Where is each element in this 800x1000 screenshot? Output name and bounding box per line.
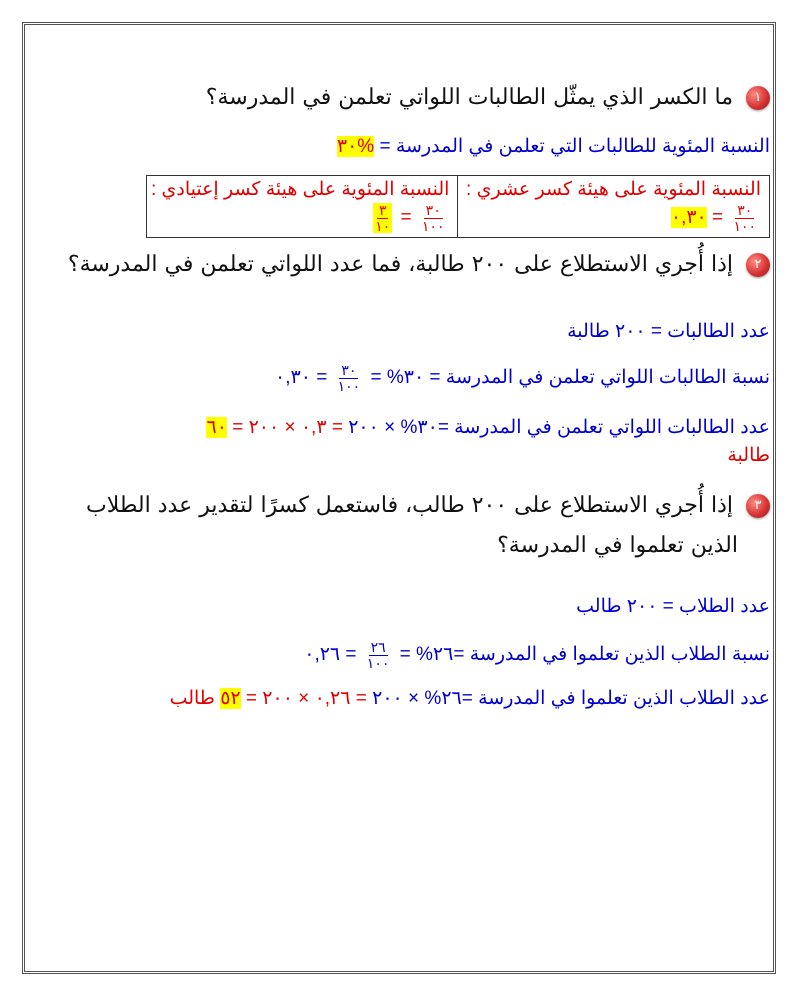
q3-ratio-fraction (365, 640, 392, 670)
question-number-badge: ١ (746, 86, 770, 110)
q3-count-calc: = ٠,٢٦ × ٢٠٠ = (245, 688, 367, 709)
fraction-numerator: ٣٠ (425, 202, 441, 218)
q1-conversion-table (146, 175, 770, 238)
q1-fraction-label: النسبة المئوية على هيئة كسر إعتيادي : (150, 179, 450, 200)
fraction-denominator: ١٠٠ (337, 377, 361, 394)
fraction-numerator: ٣ (378, 202, 387, 218)
q1-percent-line (30, 135, 770, 158)
question-2-text: إذا أُجري الاستطلاع على ٢٠٠ طالبة، فما عدد اللواتي تعلمن في المدرسة؟ (67, 252, 733, 277)
fraction-numerator: ٣٠ (737, 202, 753, 218)
fraction-numerator: ٢٦ (370, 639, 386, 655)
question-2 (30, 252, 770, 277)
question-3 (30, 493, 770, 518)
question-3-text-line1: إذا أُجري الاستطلاع على ٢٠٠ طالب، فاستعمل كسرًا لتقدير عدد الطلاب (86, 493, 733, 518)
question-1 (30, 85, 770, 110)
q2-count-label: عدد الطالبات اللواتي تعلمن في المدرسة =٣٠% × ٢٠٠ (348, 417, 770, 438)
q2-ratio-label: نسبة الطالبات اللواتي تعلمن في المدرسة = ٣٠% = (370, 367, 770, 389)
q1-percent-value: %٣٠ (336, 136, 375, 157)
q1-percent-label: النسبة المئوية للطالبات التي تعلمن في المدرسة = (379, 136, 770, 157)
q2-ratio-value: = ٠,٣٠ (275, 367, 328, 389)
q3-total-line: عدد الطلاب = ٢٠٠ طالب (576, 596, 770, 617)
worksheet (30, 30, 770, 970)
question-number-badge: ٢ (746, 253, 770, 277)
q1-decimal-fraction (731, 203, 758, 233)
q3-count-line (30, 687, 770, 710)
fraction-denominator: ١٠٠ (421, 217, 445, 234)
q3-ratio-label: نسبة الطلاب الذين تعلموا في المدرسة =٢٦% = (399, 644, 770, 666)
question-number-badge: ٣ (746, 494, 770, 518)
fraction-denominator: ١٠٠ (733, 217, 756, 234)
equals-sign: = (400, 207, 412, 229)
q2-ratio-fraction (336, 363, 363, 393)
question-3-line2: الذين تعلموا في المدرسة؟ (497, 533, 738, 558)
q2-count-result: ٦٠ (206, 417, 227, 438)
q2-unit: طالبة (727, 445, 770, 466)
q2-ratio-line (30, 363, 770, 393)
fraction-denominator: ١٠ (375, 217, 391, 234)
q1-fraction-original (420, 203, 447, 233)
equals-sign: = (712, 207, 724, 229)
q1-decimal-label: النسبة المئوية على هيئة كسر عشري : (466, 179, 761, 200)
q3-count-result: ٥٢ (220, 688, 241, 709)
q3-count-label: عدد الطلاب الذين تعلموا في المدرسة =٢٦% × ٢٠٠ (372, 688, 770, 709)
q1-decimal-cell (458, 176, 770, 238)
q3-ratio-line (30, 640, 770, 670)
q2-count-line (30, 416, 770, 439)
q1-decimal-value: ٠,٣٠ (670, 207, 707, 229)
fraction-numerator: ٣٠ (341, 362, 357, 378)
q2-total-line: عدد الطالبات = ٢٠٠ طالبة (567, 321, 770, 342)
q3-ratio-value: = ٠,٢٦ (304, 644, 357, 666)
q3-unit: طالب (169, 688, 215, 709)
q1-fraction-cell (146, 176, 458, 238)
fraction-denominator: ١٠٠ (366, 654, 390, 671)
q2-count-calc: = ٠,٣ × ٢٠٠ = (232, 417, 343, 438)
question-1-text: ما الكسر الذي يمثّل الطالبات اللواتي تعلمن في المدرسة؟ (205, 85, 733, 110)
q1-fraction-simplified (373, 203, 392, 233)
